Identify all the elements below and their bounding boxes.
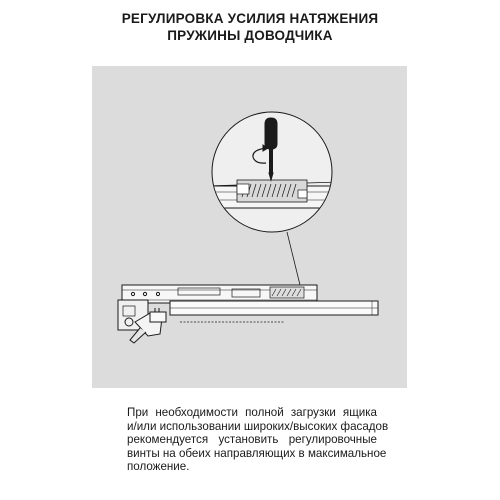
caption-line-1: При необходимости полной загрузки ящика bbox=[127, 406, 377, 419]
instruction-caption bbox=[127, 406, 389, 474]
leader-line bbox=[287, 232, 300, 285]
title-line-1: РЕГУЛИРОВКА УСИЛИЯ НАТЯЖЕНИЯ bbox=[121, 11, 379, 26]
title-line-2: ПРУЖИНЫ ДОВОДЧИКА bbox=[167, 28, 333, 43]
caption-line-4: винты на обеих направляющих в максимальное bbox=[127, 446, 387, 460]
caption-line-3: рекомендуется установить регулировочные bbox=[127, 433, 377, 447]
drawer-rail bbox=[118, 285, 378, 343]
caption-line-2: и/или использовании широких/высоких фасадов bbox=[127, 419, 389, 433]
caption-line-5: положение. bbox=[127, 460, 190, 474]
